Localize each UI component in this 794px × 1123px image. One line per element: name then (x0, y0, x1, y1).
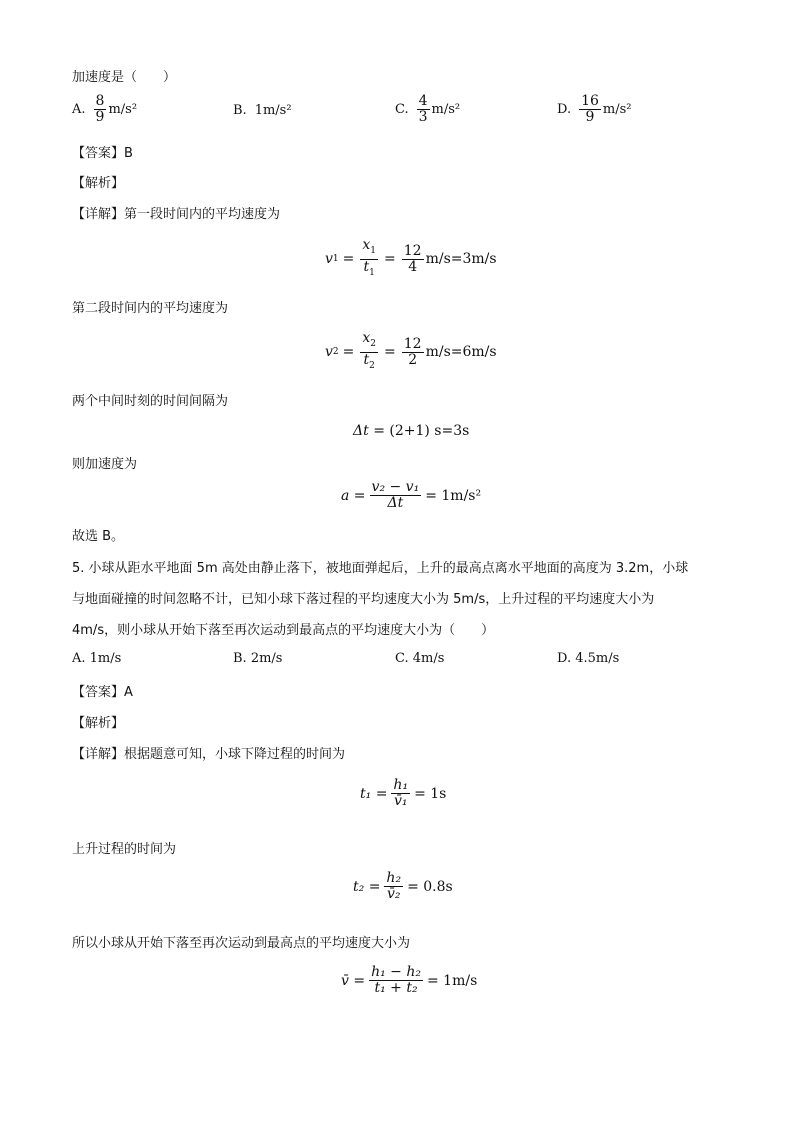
q4-eq2-t-sub: 2 (369, 360, 375, 371)
q4-eq1-x-sub: 1 (370, 245, 377, 256)
q4-detail-1 (72, 203, 280, 222)
q4-option-a-fraction (94, 94, 107, 125)
q4-detail-1-text: 第一段时间内的平均速度为 (124, 207, 281, 222)
q4-equation-1: v 1 = $\frac{x_1}{t_1}$ = $\frac{12}{4}$ m/s=3m/s (325, 238, 497, 281)
q4-eq2-frac-num (402, 337, 424, 368)
q4-eq1-frac-xt (360, 238, 378, 281)
q4-eq1-num: 12 (403, 242, 422, 259)
q4-option-d-num: 16 (581, 93, 599, 109)
q4-eq1-den: 4 (408, 258, 418, 275)
q4-eq2-den: 2 (408, 351, 418, 368)
q5-eq1-den: v̄₁ (393, 793, 408, 809)
q4-eq1-t: t (363, 258, 370, 275)
q5-eq3-rhs: = 1m/s (426, 972, 478, 989)
q4-eq4-frac (370, 480, 422, 511)
q4-option-c-num: 4 (418, 93, 428, 109)
q4-option-c-unit: m/s² (431, 102, 461, 117)
q4-option-d-den: 9 (585, 109, 595, 125)
q5-analysis-label: 【解析】 (72, 716, 125, 731)
q4-option-a-unit: m/s² (108, 102, 138, 117)
q4-detail-label: 【详解】 (72, 207, 125, 222)
q4-eq2-num: 12 (403, 335, 422, 352)
q4-eq2-x: x (362, 330, 371, 346)
q4-eq3-rhs: = (2+1) s=3s (373, 423, 470, 439)
q4-option-c-letter: C. (395, 102, 409, 117)
q4-eq4-num: v₂ − v₁ (371, 479, 420, 495)
q5-option-d: D. 4.5m/s (557, 651, 620, 666)
q4-option-a (72, 94, 137, 125)
q4-detail-4: 则加速度为 (72, 457, 138, 472)
q5-eq1-rhs: = 1s (414, 785, 447, 802)
q5-answer-label: 【答案】 (72, 685, 125, 700)
q4-eq1-rhs: m/s=3m/s (425, 251, 497, 268)
q5-option-b: B. 2m/s (233, 651, 283, 666)
q5-eq1-num: h₁ (393, 777, 409, 793)
q4-stem-tail: 加速度是（ ） (72, 70, 177, 85)
q4-eq2-x-sub: 2 (370, 338, 377, 349)
q4-equation-4 (341, 480, 481, 511)
q4-eq2-lhs-sub: 2 (332, 347, 339, 358)
q4-eq2-frac-xt (360, 331, 378, 374)
q5-eq3-num: h₁ − h₂ (371, 964, 421, 980)
q5-detail-2: 上升过程的时间为 (72, 842, 177, 857)
q5-eq3-lhs: v̄ = (341, 972, 366, 989)
q5-eq2-lhs: t₂ = (353, 878, 381, 895)
q5-equation-1 (360, 778, 446, 809)
q4-option-c (395, 94, 460, 125)
q5-eq3-den: t₁ + t₂ (374, 980, 418, 996)
q4-answer-line (72, 142, 133, 161)
q5-equation-2 (353, 871, 453, 902)
q5-eq2-frac (384, 871, 403, 902)
q4-analysis-label: 【解析】 (72, 176, 125, 191)
q4-eq1-x: x (362, 237, 371, 253)
q5-answer-line (72, 681, 133, 700)
q4-equation-3 (353, 423, 469, 439)
q4-detail-2: 第二段时间内的平均速度为 (72, 301, 229, 316)
q4-eq1-t-sub: 1 (369, 267, 375, 278)
q5-detail-3: 所以小球从开始下落至再次运动到最高点的平均速度大小为 (72, 936, 411, 951)
q5-answer-value: A (124, 685, 133, 700)
q4-eq2-t: t (363, 351, 370, 368)
q4-conclusion: 故选 B。 (72, 529, 125, 544)
q5-stem-line-1: 5. 小球从距水平地面 5m 高处由静止落下，被地面弹起后，上升的最高点离水平地面的高度为 3.2m，小球 (72, 561, 689, 576)
q5-eq3-frac (369, 965, 423, 996)
q5-option-a: A. 1m/s (72, 651, 122, 666)
q4-option-b-letter: B. (233, 103, 247, 118)
q4-option-b-text: 1m/s² (254, 103, 292, 118)
q5-eq1-frac (391, 778, 410, 809)
q5-eq2-rhs: = 0.8s (407, 878, 453, 895)
q4-eq1-lhs: v (325, 251, 333, 268)
q4-option-d-unit: m/s² (602, 102, 632, 117)
q4-option-c-fraction (417, 94, 430, 125)
q5-detail-1 (72, 743, 345, 762)
q4-eq2-rhs: m/s=6m/s (425, 344, 497, 361)
q4-eq4-rhs: = 1m/s² (425, 487, 482, 504)
q4-option-c-den: 3 (418, 109, 428, 125)
q5-option-c: C. 4m/s (395, 651, 445, 666)
q4-detail-3: 两个中间时刻的时间间隔为 (72, 394, 229, 409)
q4-eq1-lhs-sub: 1 (332, 254, 339, 265)
q4-answer-label: 【答案】 (72, 146, 125, 161)
q4-option-d-letter: D. (557, 102, 572, 117)
q5-detail-label: 【详解】 (72, 747, 125, 762)
q4-option-a-letter: A. (72, 102, 86, 117)
q4-answer-value: B (124, 146, 133, 161)
q4-equation-2: v 2 = $\frac{x_2}{t_2}$ = $\frac{12}{2}$ m/s=6m/s (325, 331, 497, 374)
q4-eq1-frac-num (402, 244, 424, 275)
q4-option-a-num: 8 (95, 93, 105, 109)
q4-option-b (233, 103, 292, 118)
q4-eq4-den: Δt (387, 495, 404, 511)
q4-option-d-fraction (579, 94, 601, 125)
q4-option-d (557, 94, 632, 125)
q5-eq2-num: h₂ (386, 870, 402, 886)
q4-eq2-lhs: v (325, 344, 333, 361)
q4-eq4-lhs: a = (341, 487, 366, 504)
q5-stem-line-3: 4m/s，则小球从开始下落至再次运动到最高点的平均速度大小为（ ） (72, 623, 495, 638)
q5-stem-line-2: 与地面碰撞的时间忽略不计，已知小球下落过程的平均速度大小为 5m/s，上升过程的平均速度大小为 (72, 592, 655, 607)
q5-detail-1-text: 根据题意可知，小球下降过程的时间为 (124, 747, 346, 762)
q4-eq3-lhs: Δt (353, 423, 369, 439)
q4-option-a-den: 9 (95, 109, 105, 125)
q5-eq1-lhs: t₁ = (360, 785, 388, 802)
q5-eq2-den: v̄₂ (386, 886, 401, 902)
q5-equation-3 (341, 965, 477, 996)
